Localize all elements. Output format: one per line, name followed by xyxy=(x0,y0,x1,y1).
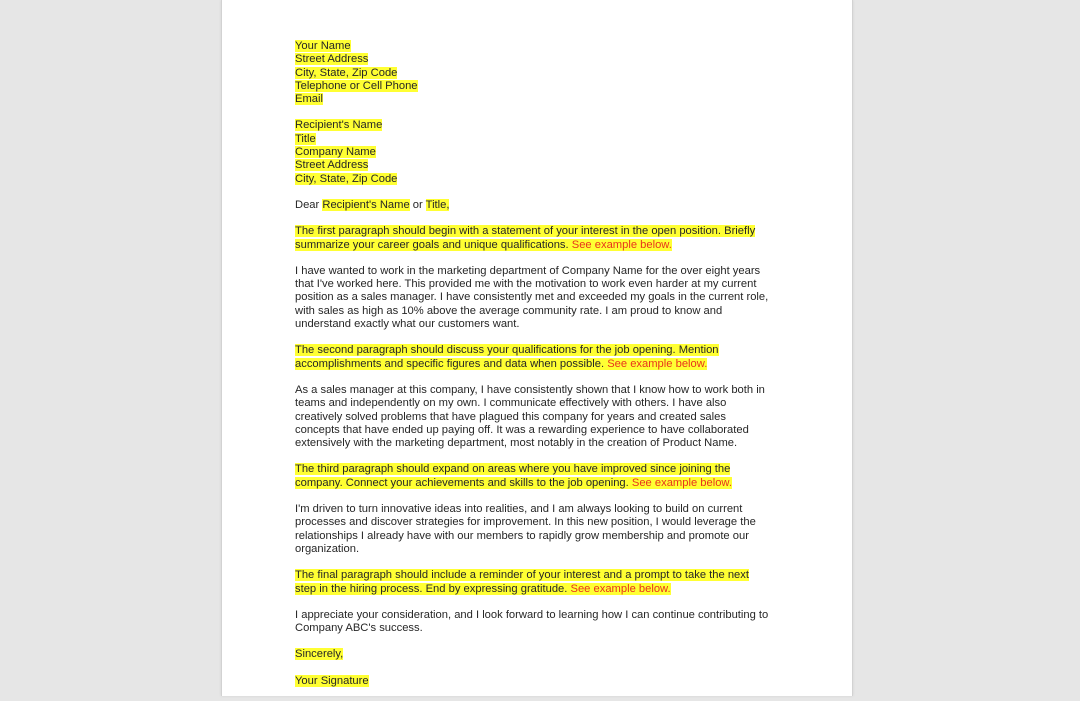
recipient-street: Street Address xyxy=(295,159,369,172)
example-paragraph-1: I have wanted to work in the marketing department of Company Name for the over eight years that I've worked here. This provided me with the motivation to work even harder at my current position as a sales manager. I have consistently met and exceeded my goals in the current role, with sales as high as 10% above the average community rate. I am proud to know and understand exactly what our customers want. xyxy=(295,264,769,331)
salutation-recipient-name: Recipient's Name xyxy=(322,198,410,211)
sender-name: Your Name xyxy=(295,40,351,52)
salutation-or: or xyxy=(409,198,426,211)
recipient-city: City, State, Zip Code xyxy=(295,172,398,185)
sender-city: City, State, Zip Code xyxy=(295,66,398,79)
sender-email: Email xyxy=(295,93,323,106)
salutation-title: Title, xyxy=(425,198,450,211)
recipient-company: Company Name xyxy=(295,146,376,159)
instruction-paragraph-3: The third paragraph should expand on areas where you have improved since joining the company. Connect your achievements and skills to the job opening. See example below. xyxy=(295,463,732,489)
recipient-title: Title xyxy=(295,132,316,145)
signature: Your Signature xyxy=(295,674,369,687)
instruction-paragraph-2: The second paragraph should discuss your qualifications for the job opening. Mention accomplishments and specific figures and data when possible. See example below. xyxy=(295,344,719,370)
instruction-paragraph-4: The final paragraph should include a reminder of your interest and a prompt to take the next step in the hiring process. End by expressing gratitude. See example below. xyxy=(295,569,749,595)
see-example-link[interactable]: See example below. xyxy=(571,238,672,251)
recipient-address xyxy=(295,119,795,185)
see-example-link[interactable]: See example below. xyxy=(631,476,732,489)
example-paragraph-4: I appreciate your consideration, and I look forward to learning how I can continue contributing to Company ABC's success. xyxy=(295,608,769,635)
sender-address xyxy=(295,40,795,106)
sender-street: Street Address xyxy=(295,53,369,66)
recipient-name: Recipient's Name xyxy=(295,119,383,132)
closing: Sincerely, xyxy=(295,648,344,661)
salutation-dear: Dear xyxy=(295,198,323,211)
see-example-link[interactable]: See example below. xyxy=(570,582,671,595)
see-example-link[interactable]: See example below. xyxy=(607,357,708,370)
instruction-paragraph-1: The first paragraph should begin with a statement of your interest in the open position. Briefly summarize your career goals and unique qualifications. See example below. xyxy=(295,225,756,251)
sender-phone: Telephone or Cell Phone xyxy=(295,79,418,92)
cover-letter-body xyxy=(295,40,795,701)
document-page xyxy=(221,0,853,696)
example-paragraph-2: As a sales manager at this company, I have consistently shown that I know how to work both in teams and independently on my own. I communicate effectively with others. I have also creatively solved problems that have plagued this company for years and created sales concepts that have ended up paying off. It was a rewarding experience to have collaborated extensively with the marketing department, most notably in the creation of Product Name. xyxy=(295,383,765,450)
salutation xyxy=(295,199,795,212)
example-paragraph-3: I'm driven to turn innovative ideas into realities, and I am always looking to build on current processes and discover strategies for improvement. In this new position, I would leverage the relationships I already have with our members to rapidly grow membership and promote our organization. xyxy=(295,503,756,555)
